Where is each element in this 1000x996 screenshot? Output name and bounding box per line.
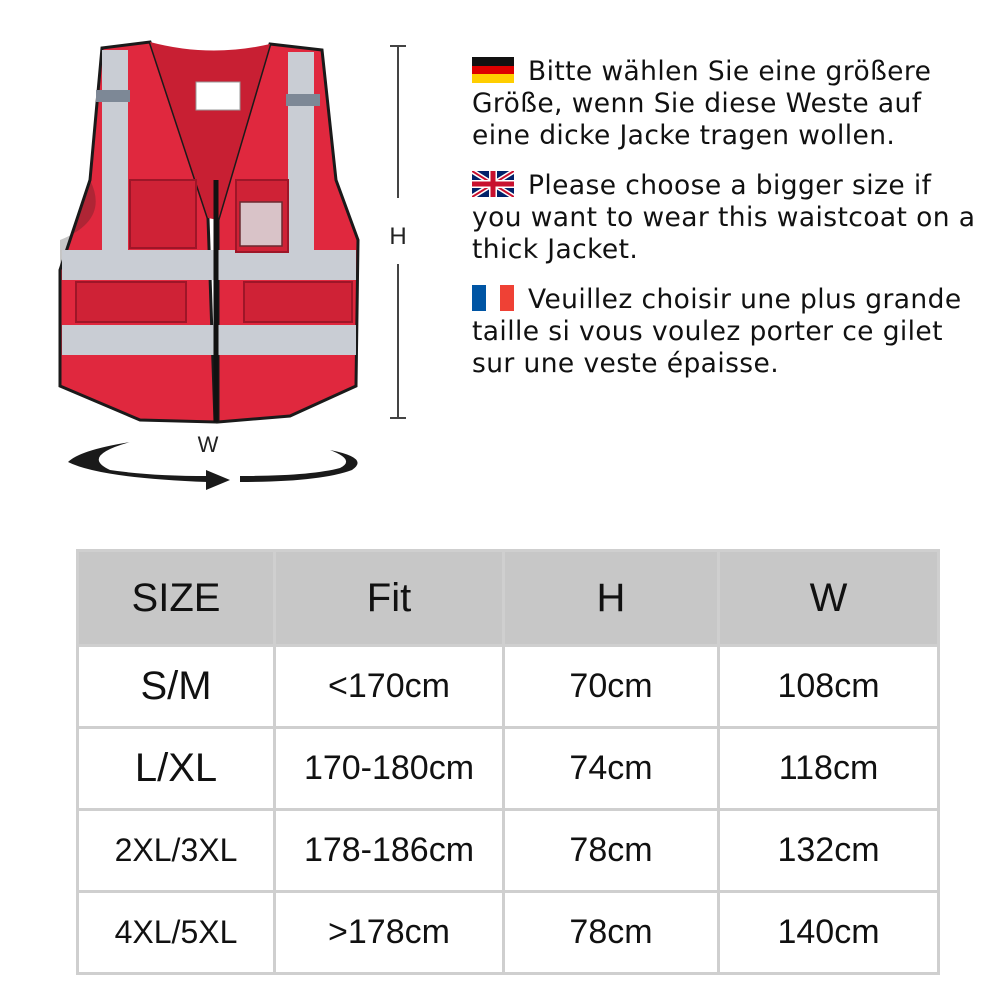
cell-fit: >178cm bbox=[276, 893, 502, 972]
cell-size: 4XL/5XL bbox=[79, 893, 273, 972]
id-window bbox=[240, 202, 282, 246]
size-chart bbox=[79, 549, 937, 975]
cell-h: 78cm bbox=[505, 811, 717, 890]
note-text-french: Veuillez choisir une plus grande taille si vous voulez porter ce gilet sur une veste épaisse. bbox=[472, 284, 962, 379]
cell-w: 132cm bbox=[720, 811, 937, 890]
cell-h: 74cm bbox=[505, 729, 717, 808]
france-flag-icon bbox=[472, 285, 514, 311]
table-row bbox=[79, 647, 937, 726]
vest-illustration bbox=[40, 30, 440, 500]
pocket bbox=[130, 180, 196, 248]
table-row bbox=[79, 729, 937, 808]
height-label: H bbox=[389, 223, 407, 250]
note-text-english: Please choose a bigger size if you want to wear this waistcoat on a thick Jacket. bbox=[472, 170, 976, 265]
cell-w: 140cm bbox=[720, 893, 937, 972]
cell-h: 78cm bbox=[505, 893, 717, 972]
pocket bbox=[76, 282, 186, 322]
cell-size: 2XL/3XL bbox=[79, 811, 273, 890]
size-table bbox=[76, 549, 940, 975]
reflective-strip bbox=[62, 325, 356, 355]
reflective-strip bbox=[288, 52, 314, 250]
cell-fit: <170cm bbox=[276, 647, 502, 726]
cell-fit: 178-186cm bbox=[276, 811, 502, 890]
cell-size: L/XL bbox=[79, 729, 273, 808]
header-size: SIZE bbox=[79, 552, 273, 644]
note-english bbox=[472, 170, 982, 266]
table-header-row bbox=[79, 552, 937, 644]
width-label: W bbox=[197, 432, 219, 457]
header-fit: Fit bbox=[276, 552, 502, 644]
cell-h: 70cm bbox=[505, 647, 717, 726]
germany-flag-icon bbox=[472, 57, 514, 83]
width-dimension bbox=[68, 432, 358, 490]
uk-flag-icon bbox=[472, 171, 514, 197]
height-dimension bbox=[389, 46, 406, 418]
cell-fit: 170-180cm bbox=[276, 729, 502, 808]
reflective-strip bbox=[62, 250, 356, 280]
table-row bbox=[79, 811, 937, 890]
cell-w: 108cm bbox=[720, 647, 937, 726]
note-german bbox=[472, 56, 982, 152]
cell-w: 118cm bbox=[720, 729, 937, 808]
note-text-german: Bitte wählen Sie eine größere Größe, wenn Sie diese Weste auf eine dicke Jacke tragen wollen. bbox=[472, 56, 932, 151]
cell-size: S/M bbox=[79, 647, 273, 726]
header-h: H bbox=[505, 552, 717, 644]
note-french bbox=[472, 284, 982, 380]
badge-label bbox=[196, 82, 240, 110]
header-w: W bbox=[720, 552, 937, 644]
size-advice-notes bbox=[472, 56, 982, 398]
reflective-strip bbox=[102, 50, 128, 250]
table-row bbox=[79, 893, 937, 972]
pocket bbox=[244, 282, 352, 322]
